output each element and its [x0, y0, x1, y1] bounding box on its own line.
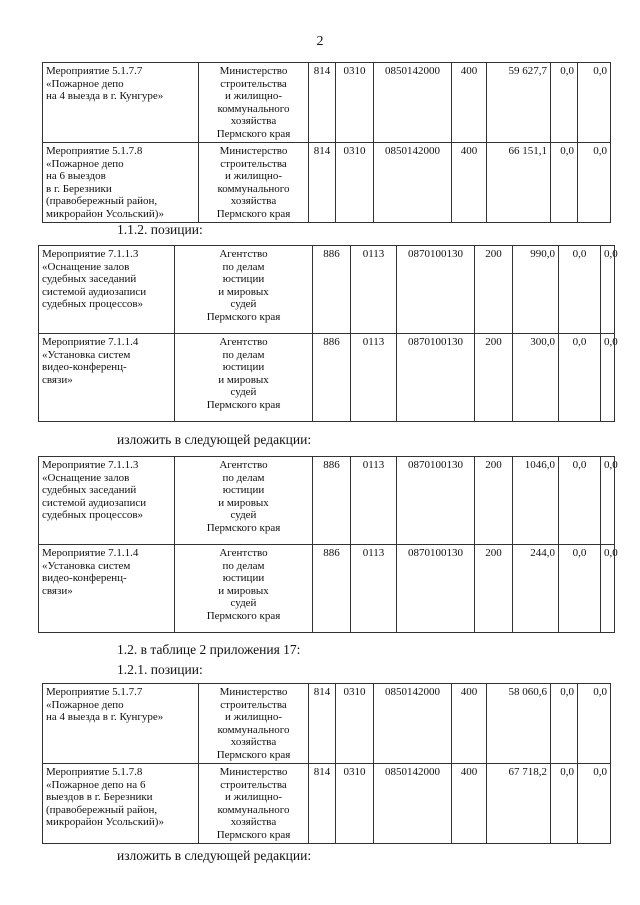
- measure-name: Мероприятие 5.1.7.7 «Пожарное депо на 4 выезда в г. Кунгуре»: [43, 684, 199, 764]
- agency-name: Министерство строительства и жилищно- коммунального хозяйства Пермского края: [199, 764, 309, 844]
- amount-cell: 0,0: [578, 684, 611, 764]
- agency-name: Агентство по делам юстиции и мировых судей Пермского края: [175, 457, 313, 545]
- code-cell: 400: [452, 63, 487, 143]
- amount-cell: 0,0: [578, 764, 611, 844]
- table-row: [39, 246, 615, 334]
- table-t4: [42, 683, 611, 844]
- agency-name: Агентство по делам юстиции и мировых судей Пермского края: [175, 545, 313, 633]
- amount-cell: 66 151,1: [487, 143, 551, 223]
- table-row: [39, 334, 615, 422]
- agency-name: Агентство по делам юстиции и мировых судей Пермского края: [175, 334, 313, 422]
- amount-cell: 300,0: [513, 334, 559, 422]
- amount-cell: 0,0: [551, 143, 578, 223]
- code-cell: 0850142000: [374, 63, 452, 143]
- table-row: [43, 684, 611, 764]
- amount-cell: 0,0: [578, 63, 611, 143]
- amount-cell: 0,0: [551, 684, 578, 764]
- code-cell: 400: [452, 764, 487, 844]
- page-number: 2: [316, 34, 324, 49]
- amount-cell: 990,0: [513, 246, 559, 334]
- table-row: [43, 63, 611, 143]
- amount-cell: 0,0: [559, 246, 601, 334]
- code-cell: 200: [475, 334, 513, 422]
- table-t3: [38, 456, 618, 633]
- amount-cell: 1046,0: [513, 457, 559, 545]
- code-cell: 814: [309, 684, 336, 764]
- amount-cell: 59 627,7: [487, 63, 551, 143]
- amount-cell: 0,0: [559, 334, 601, 422]
- amount-cell: 0,0: [551, 63, 578, 143]
- code-cell: 886: [313, 246, 351, 334]
- measure-name: Мероприятие 7.1.1.4 «Установка систем видео-конференц- связи»: [39, 334, 175, 422]
- code-cell: 200: [475, 457, 513, 545]
- measure-name: Мероприятие 5.1.7.8 «Пожарное депо на 6 выездов в г. Березники (правобережный район, микрорайон Усольский)»: [43, 764, 199, 844]
- amount-cell: 0,0: [601, 246, 615, 334]
- table-row: [39, 457, 615, 545]
- amount-cell: 0,0: [601, 334, 615, 422]
- code-cell: 200: [475, 246, 513, 334]
- measure-name: Мероприятие 5.1.7.7 «Пожарное депо на 4 выезда в г. Кунгуре»: [43, 63, 199, 143]
- edit-instruction-1: изложить в следующей редакции:: [117, 432, 312, 447]
- section-1-2: 1.2. в таблице 2 приложения 17:: [117, 642, 301, 657]
- amount-cell: 0,0: [559, 545, 601, 633]
- code-cell: 0870100130: [397, 334, 475, 422]
- section-1-1-2: 1.1.2. позиции:: [117, 222, 203, 237]
- table-row: [43, 143, 611, 223]
- agency-name: Министерство строительства и жилищно- коммунального хозяйства Пермского края: [199, 143, 309, 223]
- measure-name: Мероприятие 7.1.1.4 «Установка систем видео-конференц- связи»: [39, 545, 175, 633]
- amount-cell: 0,0: [601, 545, 615, 633]
- agency-name: Министерство строительства и жилищно- коммунального хозяйства Пермского края: [199, 684, 309, 764]
- code-cell: 200: [475, 545, 513, 633]
- code-cell: 886: [313, 545, 351, 633]
- table-row: [43, 764, 611, 844]
- code-cell: 0850142000: [374, 764, 452, 844]
- code-cell: 0310: [336, 63, 374, 143]
- table-t2: [38, 245, 618, 422]
- amount-cell: 58 060,6: [487, 684, 551, 764]
- code-cell: 0870100130: [397, 457, 475, 545]
- section-1-2-1: 1.2.1. позиции:: [117, 662, 203, 677]
- code-cell: 0310: [336, 143, 374, 223]
- edit-instruction-2: изложить в следующей редакции:: [117, 848, 312, 863]
- table-t1: [42, 62, 611, 223]
- code-cell: 814: [309, 764, 336, 844]
- table-row: [39, 545, 615, 633]
- amount-cell: 67 718,2: [487, 764, 551, 844]
- code-cell: 0310: [336, 684, 374, 764]
- amount-cell: 0,0: [551, 764, 578, 844]
- code-cell: 0870100130: [397, 246, 475, 334]
- agency-name: Министерство строительства и жилищно- коммунального хозяйства Пермского края: [199, 63, 309, 143]
- code-cell: 0850142000: [374, 143, 452, 223]
- code-cell: 0113: [351, 457, 397, 545]
- code-cell: 814: [309, 63, 336, 143]
- measure-name: Мероприятие 7.1.1.3 «Оснащение залов судебных заседаний системой аудиозаписи судебных процессов»: [39, 457, 175, 545]
- code-cell: 400: [452, 143, 487, 223]
- code-cell: 0850142000: [374, 684, 452, 764]
- amount-cell: 0,0: [601, 457, 615, 545]
- code-cell: 0113: [351, 246, 397, 334]
- amount-cell: 0,0: [578, 143, 611, 223]
- code-cell: 0113: [351, 545, 397, 633]
- measure-name: Мероприятие 5.1.7.8 «Пожарное депо на 6 выездов в г. Березники (правобережный район, микрорайон Усольский)»: [43, 143, 199, 223]
- measure-name: Мероприятие 7.1.1.3 «Оснащение залов судебных заседаний системой аудиозаписи судебных процессов»: [39, 246, 175, 334]
- code-cell: 814: [309, 143, 336, 223]
- code-cell: 886: [313, 334, 351, 422]
- code-cell: 0113: [351, 334, 397, 422]
- code-cell: 0310: [336, 764, 374, 844]
- code-cell: 0870100130: [397, 545, 475, 633]
- code-cell: 886: [313, 457, 351, 545]
- amount-cell: 0,0: [559, 457, 601, 545]
- code-cell: 400: [452, 684, 487, 764]
- amount-cell: 244,0: [513, 545, 559, 633]
- agency-name: Агентство по делам юстиции и мировых судей Пермского края: [175, 246, 313, 334]
